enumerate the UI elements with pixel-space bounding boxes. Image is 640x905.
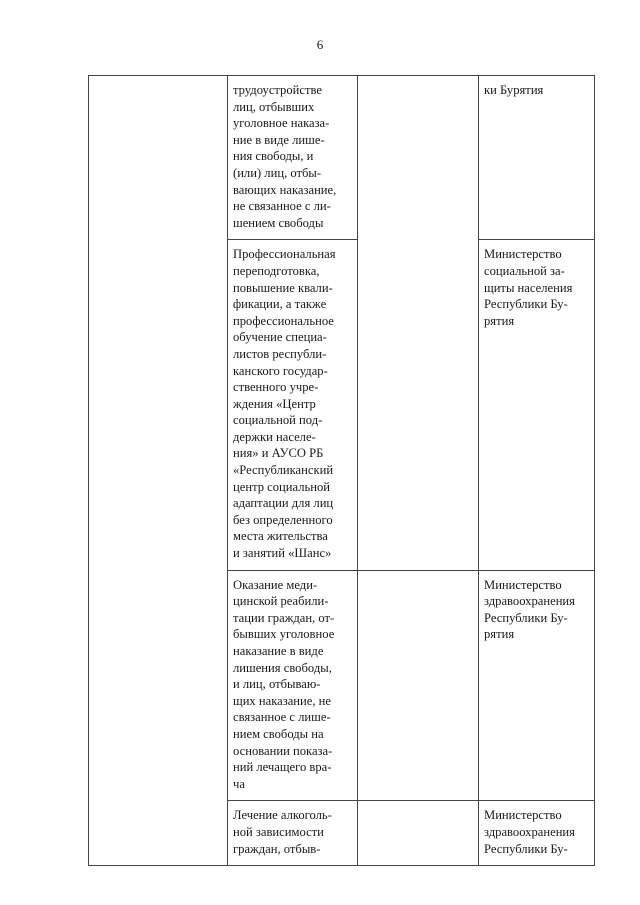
activity-line: вающих наказание, [233, 182, 337, 197]
executor-cell [479, 240, 595, 570]
activity-line: без определенного [233, 512, 333, 527]
deadline-cell [358, 76, 479, 571]
executor-line: Министерство [484, 577, 562, 592]
executor-cell [479, 76, 595, 240]
activity-line: канского государ- [233, 363, 328, 378]
activity-line: шением свободы [233, 215, 324, 230]
activity-line: ний лечащего вра- [233, 760, 332, 775]
activity-cell [228, 240, 358, 570]
executor-line: Министерство [484, 247, 562, 262]
activity-line: ждения «Центр [233, 396, 316, 411]
activity-line: держки населе- [233, 429, 316, 444]
activity-line: (или) лиц, отбы- [233, 165, 322, 180]
activity-line: ча [233, 776, 245, 791]
activity-line: Профессиональная [233, 247, 336, 262]
activity-line: связанное с лише- [233, 710, 331, 725]
activity-line: переподготовка, [233, 263, 320, 278]
executor-line: Республики Бу- [484, 841, 568, 856]
activity-line: бывших уголовное [233, 627, 335, 642]
activity-line: «Республиканский [233, 463, 334, 478]
activity-line: профессиональное [233, 313, 334, 328]
executor-line: щиты населения [484, 280, 573, 295]
activity-line: ной зависимости [233, 824, 324, 839]
deadline-cell [358, 801, 479, 866]
activity-line: Оказание меди- [233, 577, 318, 592]
activity-line: не связанное с ли- [233, 199, 331, 214]
activity-line: цинской реабили- [233, 594, 329, 609]
activity-line: уголовное наказа- [233, 116, 330, 131]
activity-line: листов республи- [233, 346, 327, 361]
executor-line: социальной за- [484, 263, 565, 278]
activity-line: трудоустройстве [233, 83, 322, 97]
executor-line: Республики Бу- [484, 610, 568, 625]
row-header-cell [89, 76, 228, 866]
activity-line: ния» и АУСО РБ [233, 446, 324, 461]
activity-line: ственного учре- [233, 380, 319, 395]
executor-line: здравоохранения [484, 594, 575, 609]
executor-line: ки Бурятия [484, 83, 544, 97]
executor-line: рятия [484, 313, 515, 328]
activity-line: нием свободы на [233, 726, 324, 741]
executor-line: Республики Бу- [484, 297, 568, 312]
executor-line: Министерство [484, 808, 562, 823]
activity-cell [228, 801, 358, 866]
activity-line: ния свободы, и [233, 149, 314, 164]
activity-line: и лиц, отбываю- [233, 677, 321, 692]
activity-line: места жительства [233, 529, 328, 544]
executor-line: рятия [484, 627, 515, 642]
page-number: 6 [316, 37, 324, 52]
activity-line: ние в виде лише- [233, 132, 325, 147]
table-row [89, 76, 595, 240]
activity-line: социальной под- [233, 413, 323, 428]
activity-line: фикации, а также [233, 297, 327, 312]
measures-table [88, 75, 595, 866]
executor-cell [479, 801, 595, 866]
activity-line: тации граждан, от- [233, 610, 335, 625]
activity-cell [228, 570, 358, 801]
activity-line: лишения свободы, [233, 660, 332, 675]
executor-line: здравоохранения [484, 824, 575, 839]
activity-line: обучение специа- [233, 330, 327, 345]
activity-line: повышение квали- [233, 280, 333, 295]
activity-line: лиц, отбывших [233, 99, 315, 114]
activity-line: наказание в виде [233, 644, 324, 658]
activity-line: центр социальной [233, 479, 331, 494]
executor-cell [479, 570, 595, 801]
activity-line: адаптации для лиц [233, 496, 334, 511]
activity-line: основании показа- [233, 743, 333, 758]
activity-line: граждан, отбыв- [233, 841, 321, 856]
deadline-cell [358, 570, 479, 801]
activity-line: и занятий «Шанс» [233, 546, 332, 561]
activity-cell [228, 76, 358, 240]
activity-line: щих наказание, не [233, 693, 331, 708]
activity-line: Лечение алкоголь- [233, 808, 332, 823]
